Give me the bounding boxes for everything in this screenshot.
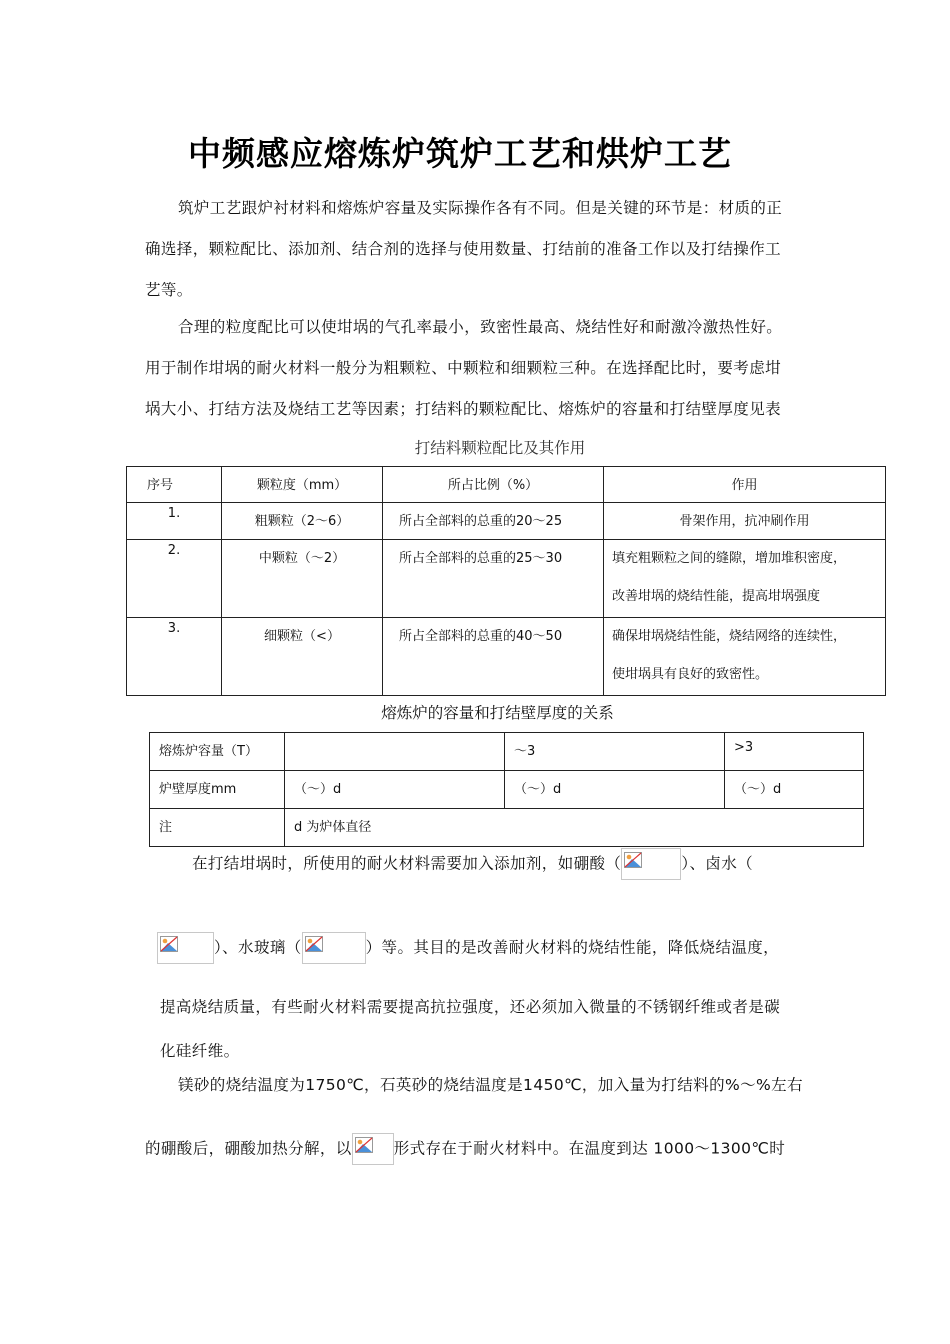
para3-line-3: 提高烧结质量，有些耐火材料需要提高抗拉强度，还必须加入微量的不锈钢纤维或者是碳	[160, 998, 781, 1016]
row2-use-line-1: 填充粗颗粒之间的缝隙，增加堆积密度，	[612, 551, 847, 566]
row1-no: 1.	[127, 503, 222, 540]
row3-use-line-2: 使坩埚具有良好的致密性。	[612, 667, 769, 682]
table-row	[127, 503, 886, 540]
table-row	[150, 771, 864, 809]
header-use: 作用	[604, 467, 886, 503]
row1-size: 粗颗粒（2～6）	[222, 503, 383, 540]
thickness-label: 炉壁厚度mm	[150, 771, 285, 809]
capacity-label: 熔炼炉容量（T）	[150, 733, 285, 771]
broken-image-icon	[160, 936, 178, 952]
table-row	[127, 618, 886, 696]
row2-size: 中颗粒（～2）	[222, 540, 383, 618]
header-ratio: 所占比例（%）	[383, 467, 604, 503]
broken-image-icon	[624, 852, 642, 868]
capacity-thickness-table	[149, 732, 864, 847]
para3-line-4: 化硅纤维。	[160, 1042, 240, 1060]
para4-line-2: 的硼酸后，硼酸加热分解，以 形式存在于耐火材料中。在温度到达 1000～1300℃时	[145, 1133, 785, 1165]
row2-no: 2.	[127, 540, 222, 618]
table1-caption: 打结料颗粒配比及其作用	[414, 439, 586, 457]
para2-line-2: 用于制作坩埚的耐火材料一般分为粗颗粒、中颗粒和细颗粒三种。在选择配比时，要考虑坩	[145, 359, 782, 377]
page-title: 中频感应熔炼炉筑炉工艺和烘炉工艺	[188, 134, 732, 173]
table-row	[150, 809, 864, 847]
row3-use	[604, 618, 886, 696]
paragraph-1	[145, 188, 825, 311]
para3-line-1: 在打结坩埚时，所使用的耐火材料需要加入添加剂，如硼酸（ ）、卤水（	[192, 848, 753, 880]
note-text: d 为炉体直径	[285, 809, 864, 847]
row3-ratio: 所占全部料的总重的40～50	[383, 618, 604, 696]
boric-acid-formula-image	[621, 848, 681, 880]
particle-ratio-table	[126, 466, 886, 696]
capacity-col-3: >3	[725, 733, 864, 771]
para2-line-1: 合理的粒度配比可以使坩埚的气孔率最小，致密性最高、烧结性好和耐激冷激热性好。	[178, 318, 783, 336]
table2-caption: 熔炼炉的容量和打结壁厚度的关系	[381, 704, 614, 722]
para3-line-2: ）、水玻璃（ ）等。其目的是改善耐火材料的烧结性能，降低烧结温度，	[157, 932, 779, 964]
para1-line-2: 确选择，颗粒配比、添加剂、结合剂的选择与使用数量、打结前的准备工作以及打结操作工	[145, 240, 782, 258]
row2-use-line-2: 改善坩埚的烧结性能，提高坩埚强度	[612, 589, 821, 604]
para2-line-3: 埚大小、打结方法及烧结工艺等因素；打结料的颗粒配比、熔炼炉的容量和打结壁厚度见表	[145, 400, 782, 418]
row3-use-line-1: 确保坩埚烧结性能，烧结网络的连续性，	[612, 629, 847, 644]
capacity-col-2: ～3	[505, 733, 725, 771]
boron-oxide-formula-image	[352, 1133, 394, 1165]
row2-use	[604, 540, 886, 618]
row3-no: 3.	[127, 618, 222, 696]
brine-formula-image	[157, 932, 214, 964]
broken-image-icon	[355, 1137, 373, 1153]
row3-size: 细颗粒（<）	[222, 618, 383, 696]
table-row	[127, 540, 886, 618]
para4-line-1: 镁砂的烧结温度为1750℃，石英砂的烧结温度是1450℃，加入量为打结料的%～%左右	[178, 1076, 803, 1094]
row1-use: 骨架作用，抗冲刷作用	[604, 503, 886, 540]
table-header-row	[127, 467, 886, 503]
paragraph-2	[145, 307, 825, 430]
broken-image-icon	[305, 936, 323, 952]
header-no: 序号	[127, 467, 222, 503]
row2-ratio: 所占全部料的总重的25～30	[383, 540, 604, 618]
thickness-col-2: （～）d	[505, 771, 725, 809]
para1-line-3: 艺等。	[145, 281, 193, 299]
thickness-col-1: （～）d	[285, 771, 505, 809]
para1-line-1: 筑炉工艺跟炉衬材料和熔炼炉容量及实际操作各有不同。但是关键的环节是：材质的正	[178, 199, 783, 217]
header-size: 颗粒度（mm）	[222, 467, 383, 503]
note-label: 注	[150, 809, 285, 847]
thickness-col-3: （～）d	[725, 771, 864, 809]
row1-ratio: 所占全部料的总重的20～25	[383, 503, 604, 540]
capacity-col-1	[285, 733, 505, 771]
table-row	[150, 733, 864, 771]
water-glass-formula-image	[302, 932, 366, 964]
